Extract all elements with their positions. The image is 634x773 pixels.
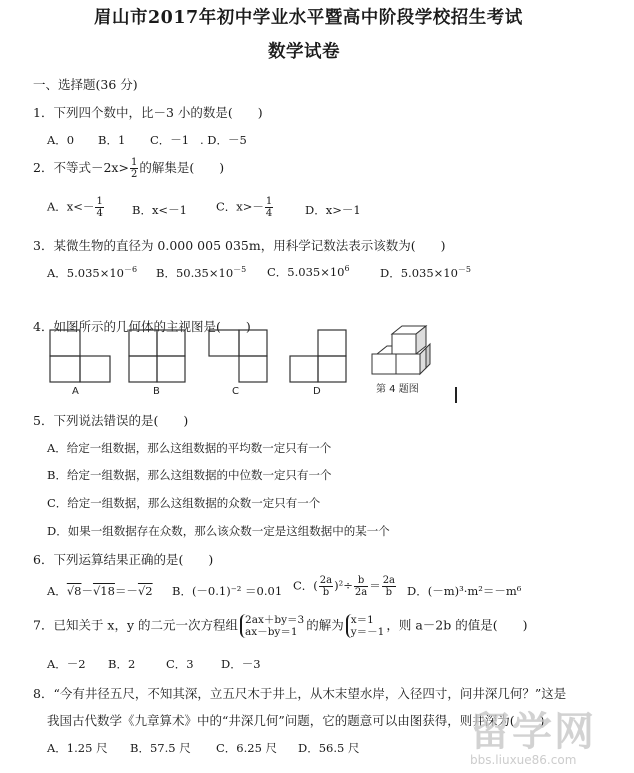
fraction-one-half: $\frac{1}{2}$ <box>130 157 138 180</box>
q4-figure-a <box>50 330 110 382</box>
q4-label-b: B <box>153 386 160 397</box>
question-8-stem-line-2: 我国古代数学《九章算术》中的“井深几何”问题，它的题意可以由图获得，则井深为( ) <box>47 713 545 728</box>
question-4-stem: 4．如图所示的几何体的主视图是( ) <box>33 319 251 334</box>
q4-label-a: A <box>72 386 79 397</box>
equation-system: 2ax＋by＝3 ax－by＝1 <box>240 614 304 638</box>
q2-option-c: C．x>－ $\frac{1}{4}$ <box>216 196 273 219</box>
q1-option-b: B．1 <box>98 133 126 147</box>
page-title: 眉山市2017年初中学业水平暨高中阶段学校招生考试 <box>94 8 523 28</box>
q6-option-c: C．( $\frac{2a}{b}$ )²÷ $\frac{b}{2a}$ ＝ $\frac{2a}{b}$ <box>293 575 396 598</box>
q3-option-c: C．$5.035\times 10^6$ <box>267 264 350 279</box>
q1-option-a: A．0 <box>47 133 75 147</box>
q8-option-a: A．1.25 尺 <box>47 741 108 755</box>
q5-option-a: A．给定一组数据，那么这组数据的平均数一定只有一个 <box>47 441 332 455</box>
q5-option-c: C．给定一组数据，那么这组数据的众数一定只有一个 <box>47 496 321 510</box>
q8-option-c: C．6.25 尺 <box>216 741 278 755</box>
q6-option-a: A．√8－√18＝－√2 <box>47 584 153 598</box>
q7-option-a: A．－2 <box>47 657 86 671</box>
question-8-stem: 8．“今有井径五尺，不知其深，立五尺木于井上，从木末望水岸，入径四寸，问井深几何？”这是 <box>33 686 567 701</box>
q4-label-c: C <box>232 386 239 397</box>
q5-option-b: B．给定一组数据，那么这组数据的中位数一定只有一个 <box>47 468 332 482</box>
q5-option-d: D．如果一组数据存在众数，那么该众数一定是这组数据中的某一个 <box>47 524 390 538</box>
q1-option-d: . D．－5 <box>200 133 247 147</box>
solution-system: x＝1 y＝－1 <box>346 614 385 638</box>
question-2-stem: 2．不等式－2x> $\frac{1}{2}$ 的解集是( ) <box>33 157 225 180</box>
q4-figure-c <box>209 330 267 382</box>
q2-option-d: D．x>－1 <box>305 203 361 217</box>
page-subtitle: 数学试卷 <box>268 42 340 62</box>
question-1-stem: 1．下列四个数中，比－3 小的数是( ) <box>33 105 263 120</box>
q4-label-d: D <box>313 386 321 397</box>
section-heading: 一、选择题(36 分) <box>33 77 138 92</box>
text-cursor <box>455 387 457 403</box>
q6-option-d: D．(－m)³·m²＝－m⁶ <box>407 584 522 598</box>
question-3-stem: 3．某微生物的直径为 0.000 005 035m，用科学记数法表示该数为( ) <box>33 238 446 253</box>
q1-option-c: C．－1 <box>150 133 190 147</box>
q4-figure-d <box>290 330 346 382</box>
q3-option-b: B．$50.35\times 10^{-5}$ <box>156 265 247 280</box>
question-5-stem: 5．下列说法错误的是( ) <box>33 413 189 428</box>
q7-option-b: B．2 <box>108 657 136 671</box>
q4-figure-caption: 第 4 题图 <box>376 384 419 395</box>
q8-option-b: B．57.5 尺 <box>130 741 191 755</box>
q4-figures <box>40 320 460 400</box>
q2-option-b: B．x<－1 <box>132 203 187 217</box>
q6-option-b: B．(－0.1)⁻² ＝0.01 <box>172 584 283 598</box>
question-6-stem: 6．下列运算结果正确的是( ) <box>33 552 214 567</box>
q7-option-d: D．－3 <box>221 657 261 671</box>
q3-option-a: A．$5.035\times 10^{-6}$ <box>47 265 138 280</box>
q7-option-c: C．3 <box>166 657 194 671</box>
q2-option-a: A．x<－ $\frac{1}{4}$ <box>47 196 103 219</box>
q4-cube-figure <box>372 326 430 374</box>
watermark-logo: 留学网 bbs.liuxue86.com <box>470 709 596 767</box>
q3-option-d: D．$5.035\times 10^{-5}$ <box>380 265 472 280</box>
question-7-stem: 7．已知关于 x，y 的二元一次方程组 2ax＋by＝3 ax－by＝1 的解为 x＝1 y＝－1 ，则 a－2b 的值是( ) <box>33 614 528 638</box>
q4-figure-b <box>129 330 185 382</box>
q8-option-d: D．56.5 尺 <box>298 741 360 755</box>
